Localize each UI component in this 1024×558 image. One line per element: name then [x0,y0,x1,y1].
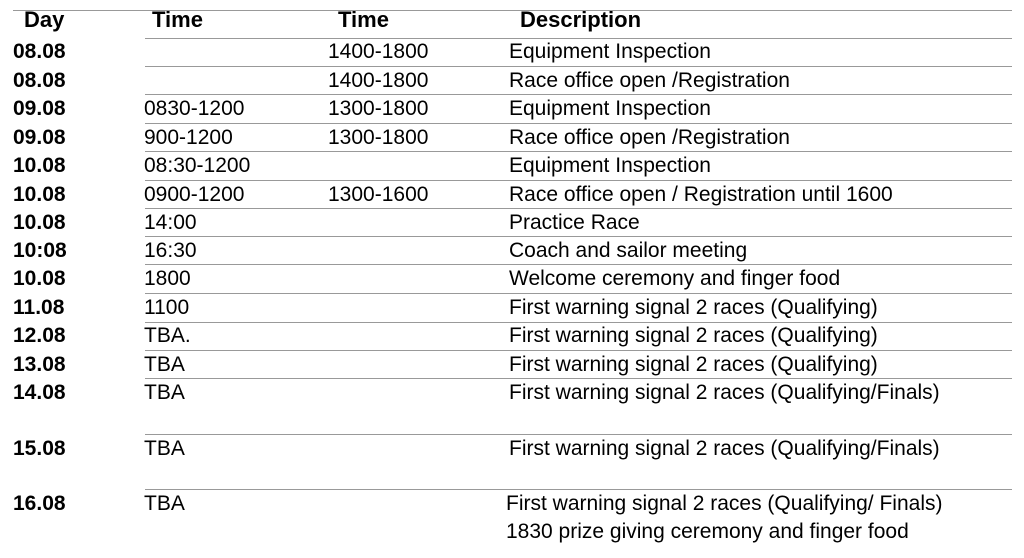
table-row [0,379,1024,407]
cell-day: 11.08 [13,296,65,319]
row-divider [13,10,1012,11]
cell-day: 14.08 [13,381,66,404]
cell-description: Race office open / Registration until 1600 [509,183,893,206]
table-row [0,209,1024,237]
cell-description: Practice Race [509,211,640,234]
cell-day: 12.08 [13,324,66,347]
cell-description: First warning signal 2 races (Qualifying) [509,353,878,376]
table-row [0,181,1024,209]
cell-time-morning: 900-1200 [144,126,233,149]
cell-day: 09.08 [13,97,66,120]
header-time-afternoon: Time [338,7,389,32]
cell-day: 08.08 [13,69,66,92]
cell-description: First warning signal 2 races (Qualifying) [509,324,878,347]
cell-day: 10.08 [13,211,66,234]
header-day: Day [24,7,65,32]
table-row [0,351,1024,379]
cell-description: Equipment Inspection [509,154,711,177]
table-row [0,95,1024,123]
table-row [0,237,1024,265]
cell-description: Race office open /Registration [509,126,790,149]
cell-description: First warning signal 2 races (Qualifying/Finals) [509,381,940,404]
table-row [0,322,1024,350]
cell-day: 10.08 [13,183,66,206]
header-description: Description [520,7,642,32]
cell-description-line2: 1830 prize giving ceremony and finger food [506,520,909,543]
cell-day: 13.08 [13,353,66,376]
cell-description: First warning signal 2 races (Qualifying/ Finals) [506,492,943,515]
cell-time-morning: 0830-1200 [144,97,245,120]
table-row [0,152,1024,180]
cell-time-morning: TBA [144,492,185,515]
table-row [0,435,1024,463]
cell-time-afternoon: 1400-1800 [328,69,429,92]
cell-day: 10.08 [13,154,66,177]
table-row [0,67,1024,95]
cell-time-morning: TBA. [144,324,191,347]
cell-description: First warning signal 2 races (Qualifying) [509,296,878,319]
cell-time-afternoon: 1300-1800 [328,97,429,120]
cell-description: Equipment Inspection [509,97,711,120]
table-header-row [0,0,1024,38]
cell-time-morning: TBA [144,437,185,460]
cell-description: Race office open /Registration [509,69,790,92]
cell-time-afternoon: 1300-1800 [328,126,429,149]
cell-time-morning: 08:30-1200 [144,154,251,177]
cell-description: Welcome ceremony and finger food [509,267,841,290]
header-time-morning: Time [152,7,203,32]
cell-day: 09.08 [13,126,66,149]
cell-description: Coach and sailor meeting [509,239,748,262]
cell-time-morning: 1800 [144,267,191,290]
table-row [0,124,1024,152]
table-row [0,490,1024,543]
cell-description: Equipment Inspection [509,40,711,63]
cell-time-afternoon: 1300-1600 [328,183,429,206]
cell-day: 10:08 [13,239,67,262]
table-row [0,265,1024,293]
cell-day: 10.08 [13,267,66,290]
cell-time-morning: TBA [144,353,185,376]
cell-time-morning: 14:00 [144,211,197,234]
cell-time-morning: 16:30 [144,239,197,262]
table-row [0,38,1024,66]
cell-day: 08.08 [13,40,66,63]
cell-description: First warning signal 2 races (Qualifying/Finals) [509,437,940,460]
cell-day: 16.08 [13,492,66,515]
cell-day: 15.08 [13,437,66,460]
cell-time-morning: TBA [144,381,185,404]
cell-time-morning: 1100 [144,296,190,319]
cell-time-afternoon: 1400-1800 [328,40,429,63]
table-row [0,294,1024,322]
cell-time-morning: 0900-1200 [144,183,245,206]
